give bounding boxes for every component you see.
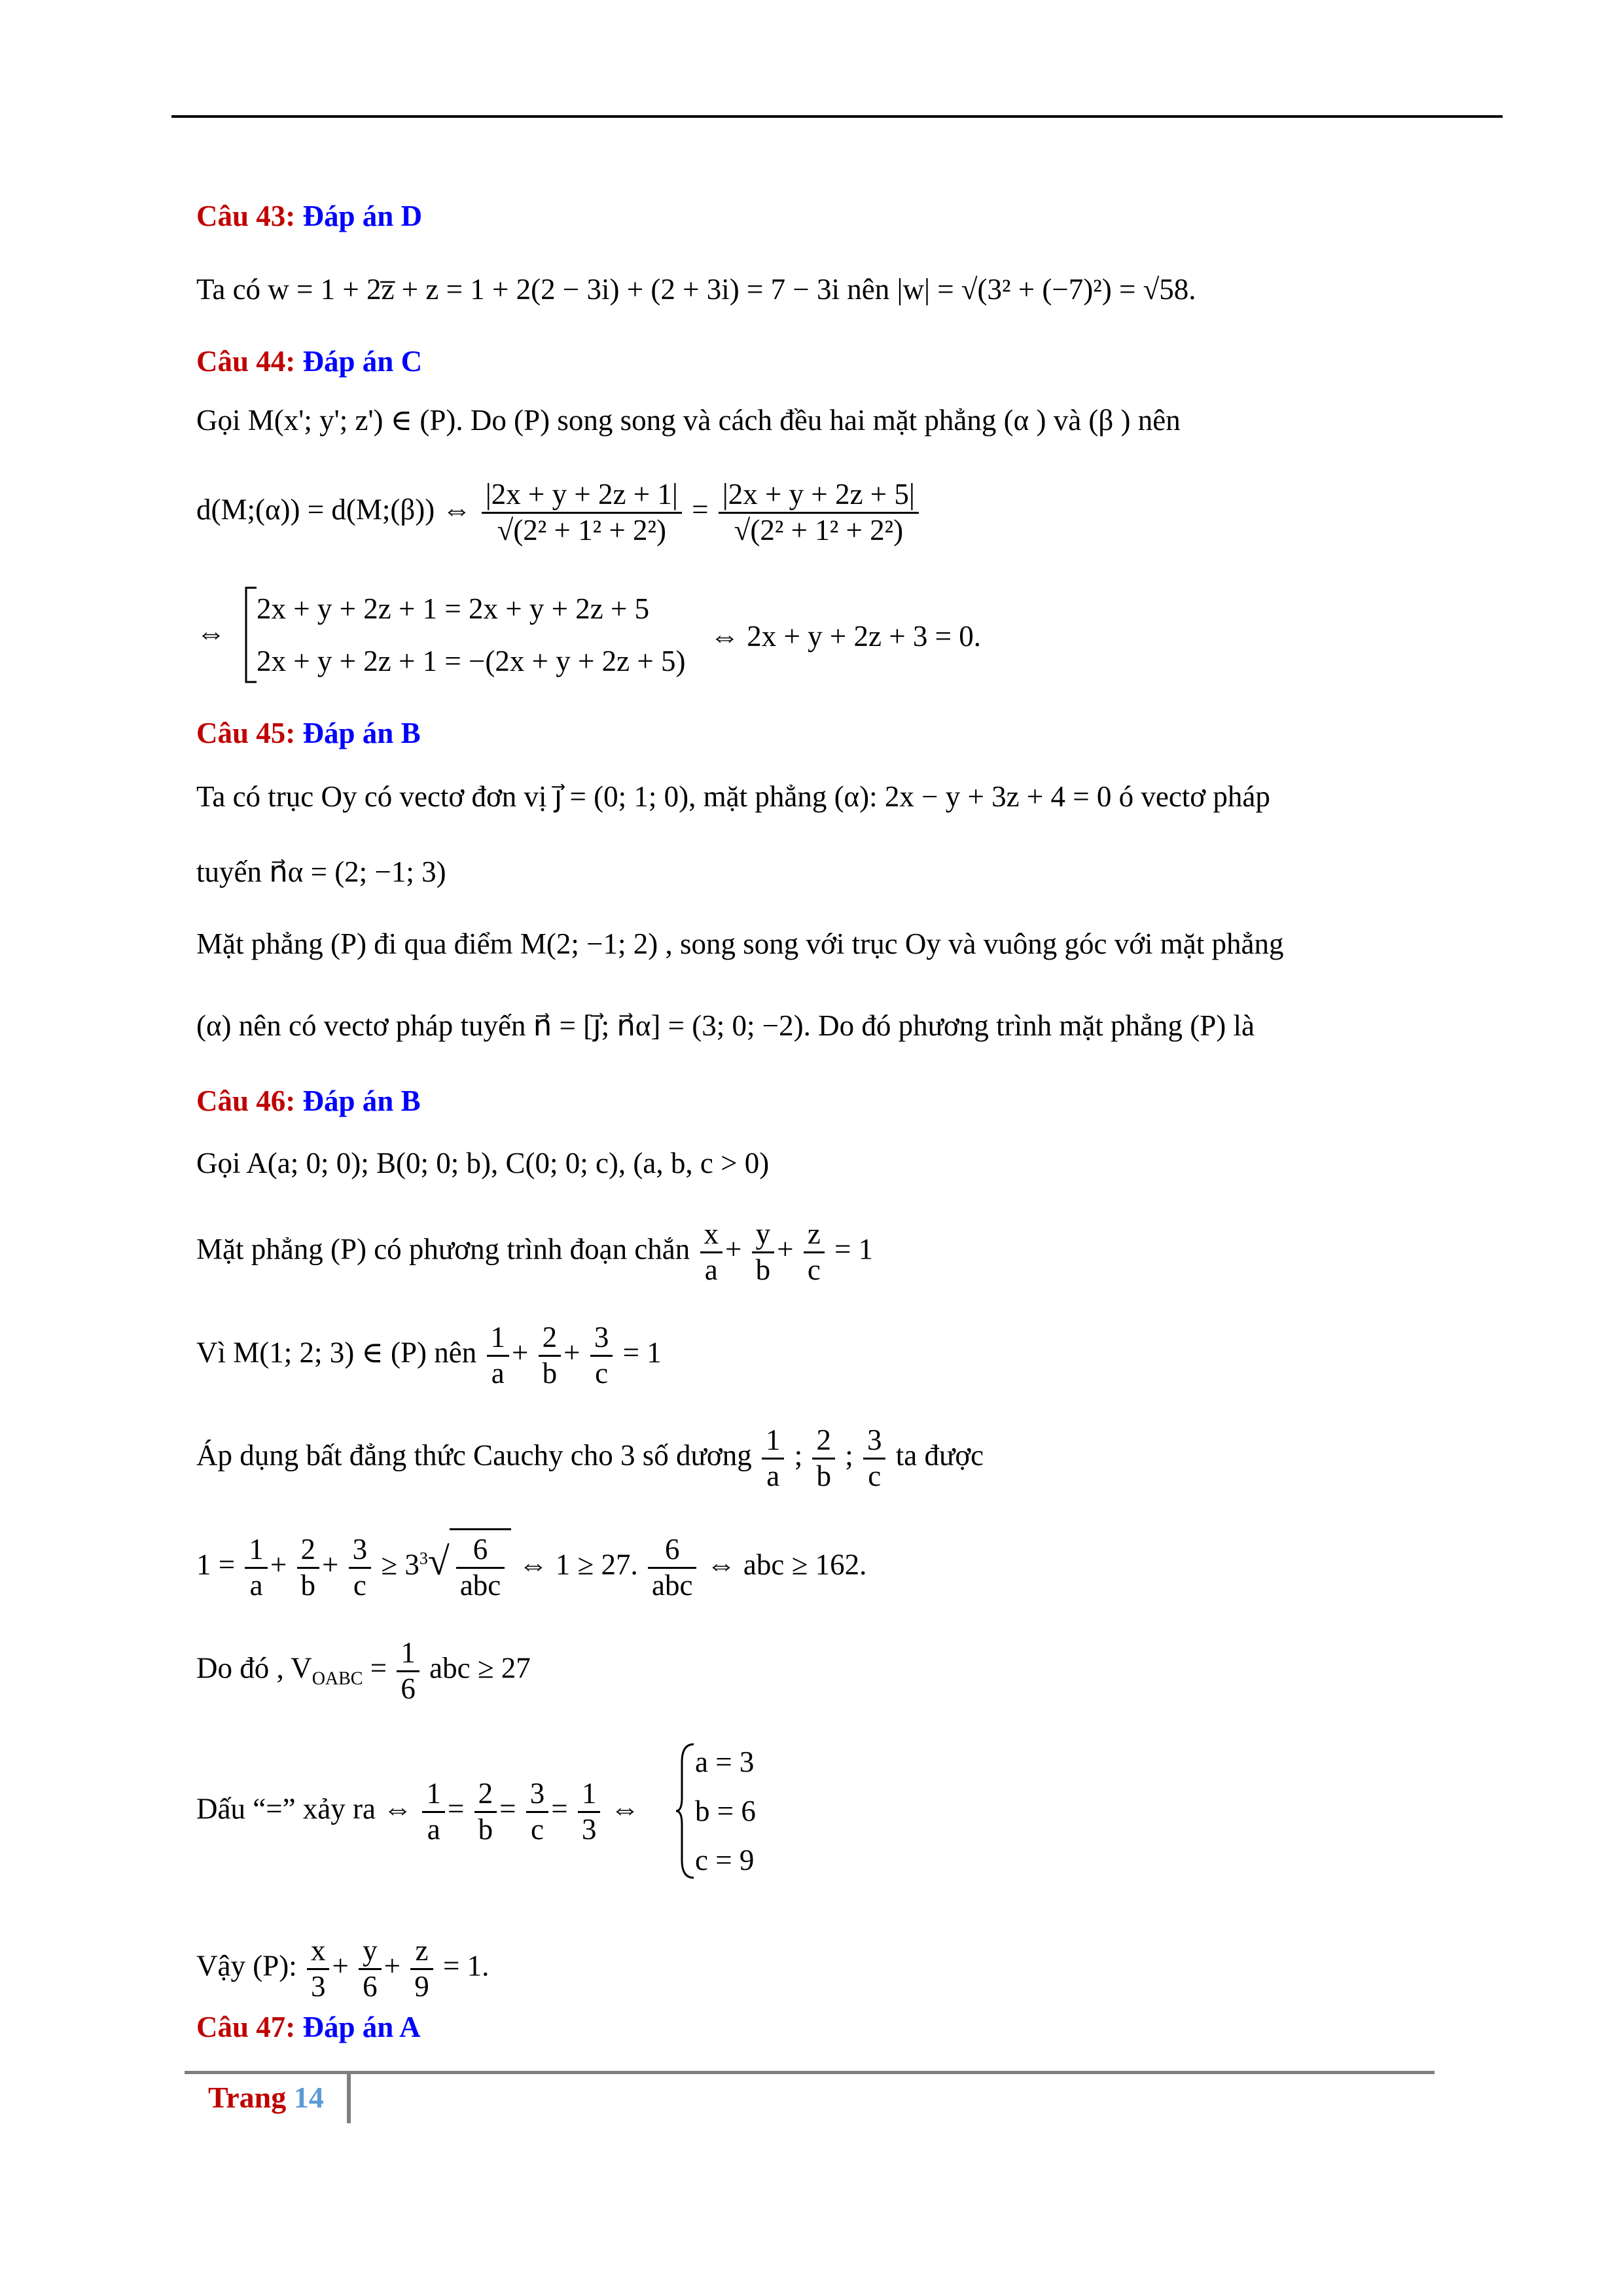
q44-case-1: 2x + y + 2z + 1 = 2x + y + 2z + 5 (257, 592, 650, 625)
q44-case-2: 2x + y + 2z + 1 = −(2x + y + 2z + 5) (257, 645, 686, 677)
page-number: Trang 14 (208, 2081, 324, 2114)
q46-cauchy-intro: Áp dụng bất đẳng thức Cauchy cho 3 số dương $\frac{1}{a}$ ; $\frac{2}{b}$ ; $\frac{3}{c}$ ta được (196, 1424, 984, 1492)
q46-system-b: b = 6 (695, 1795, 756, 1827)
q44-iff: ⇔ (196, 617, 226, 649)
q44-heading: Câu 44: Đáp án C (196, 345, 423, 378)
header-rule (171, 115, 1503, 118)
q45-heading: Câu 45: Đáp án B (196, 717, 421, 749)
q44-result: ⇔ 2x + y + 2z + 3 = 0. (710, 620, 981, 653)
q43-solution: Ta có w = 1 + 2z̅ + z = 1 + 2(2 − 3i) + (2 + 3i) = 7 − 3i nên |w| = √(3² + (−7)²) = √58. (196, 273, 1196, 306)
q45-line4: (α) nên có vectơ pháp tuyến n⃗ = [j⃗; n⃗α] = (3; 0; −2). Do đó phương trình mặt phẳng (P) là (196, 1009, 1255, 1042)
q46-line1: Gọi A(a; 0; 0); B(0; 0; b), C(0; 0; c), (a, b, c > 0) (196, 1147, 770, 1179)
q46-system-a: a = 3 (695, 1746, 755, 1778)
q45-line1: Ta có trục Oy có vectơ đơn vị j⃗ = (0; 1; 0), mặt phẳng (α): 2x − y + 3z + 4 = 0 ó vectơ pháp (196, 780, 1270, 813)
q47-heading: Câu 47: Đáp án A (196, 2011, 421, 2043)
footer-rule (185, 2071, 1435, 2074)
q46-system-brace (674, 1742, 698, 1880)
footer-separator (347, 2071, 351, 2123)
q44-distance-equation: d(M;(α)) = d(M;(β)) ⇔ $\frac{|2x + y + 2z + 1|}{\text{√(2² + 1² + 2²)}}$ = $\frac{|2x + y + 2z + 5|}{\text{√(2² + 1² + 2²)}}$ (196, 478, 921, 548)
q44-line1: Gọi M(x'; y'; z') ∈ (P). Do (P) song song và cách đều hai mặt phẳng (α ) và (β ) nên (196, 404, 1181, 437)
q46-heading: Câu 46: Đáp án B (196, 1085, 421, 1117)
q44-fraction-2: $\frac{|2x + y + 2z + 5|}{\text{√(2² + 1² + 2²)}}$ (719, 478, 919, 548)
q44-fraction-1: $\frac{|2x + y + 2z + 1|}{\text{√(2² + 1² + 2²)}}$ (482, 478, 682, 548)
cube-root-sign: √ (427, 1539, 450, 1583)
q46-conclusion: Vậy (P): $\frac{x}{3}$ + $\frac{y}{6}$ + $\frac{z}{9}$ = 1. (196, 1934, 490, 2003)
q46-equality-case: Dấu “=” xảy ra ⇔ $\frac{1}{a}$ = $\frac{2}{b}$ = $\frac{3}{c}$ = $\frac{1}{3}$ ⇔ (196, 1777, 640, 1846)
q46-intercept-equation: Mặt phẳng (P) có phương trình đoạn chắn $\frac{x}{a}$ + $\frac{y}{b}$ + $\frac{z}{c}$ = 1 (196, 1217, 874, 1286)
q43-heading: Câu 43: Đáp án D (196, 200, 423, 232)
q45-line3: Mặt phẳng (P) đi qua điểm M(2; −1; 2) , song song với trục Oy và vuông góc với mặt phẳng (196, 927, 1284, 960)
q46-cauchy-inequality: 1 = $\frac{1}{a}$ + $\frac{2}{b}$ + $\frac{3}{c}$ ≥ $3^3√$ $\frac{6}{\text{abc}}$ ⇔ 1 ≥ 27. $\frac{6}{\text{abc}}$ ⇔ abc ≥ 162. (196, 1528, 866, 1603)
q46-system-c: c = 9 (695, 1844, 755, 1876)
q46-point-condition: Vì M(1; 2; 3) ∈ (P) nên $\frac{1}{a}$ + $\frac{2}{b}$ + $\frac{3}{c}$ = 1 (196, 1321, 662, 1390)
q45-line2: tuyến n⃗α = (2; −1; 3) (196, 855, 446, 888)
q46-volume: Do đó , $V_{OABC}$ = $\frac{1}{6}$ abc ≥ 27 (196, 1636, 531, 1705)
